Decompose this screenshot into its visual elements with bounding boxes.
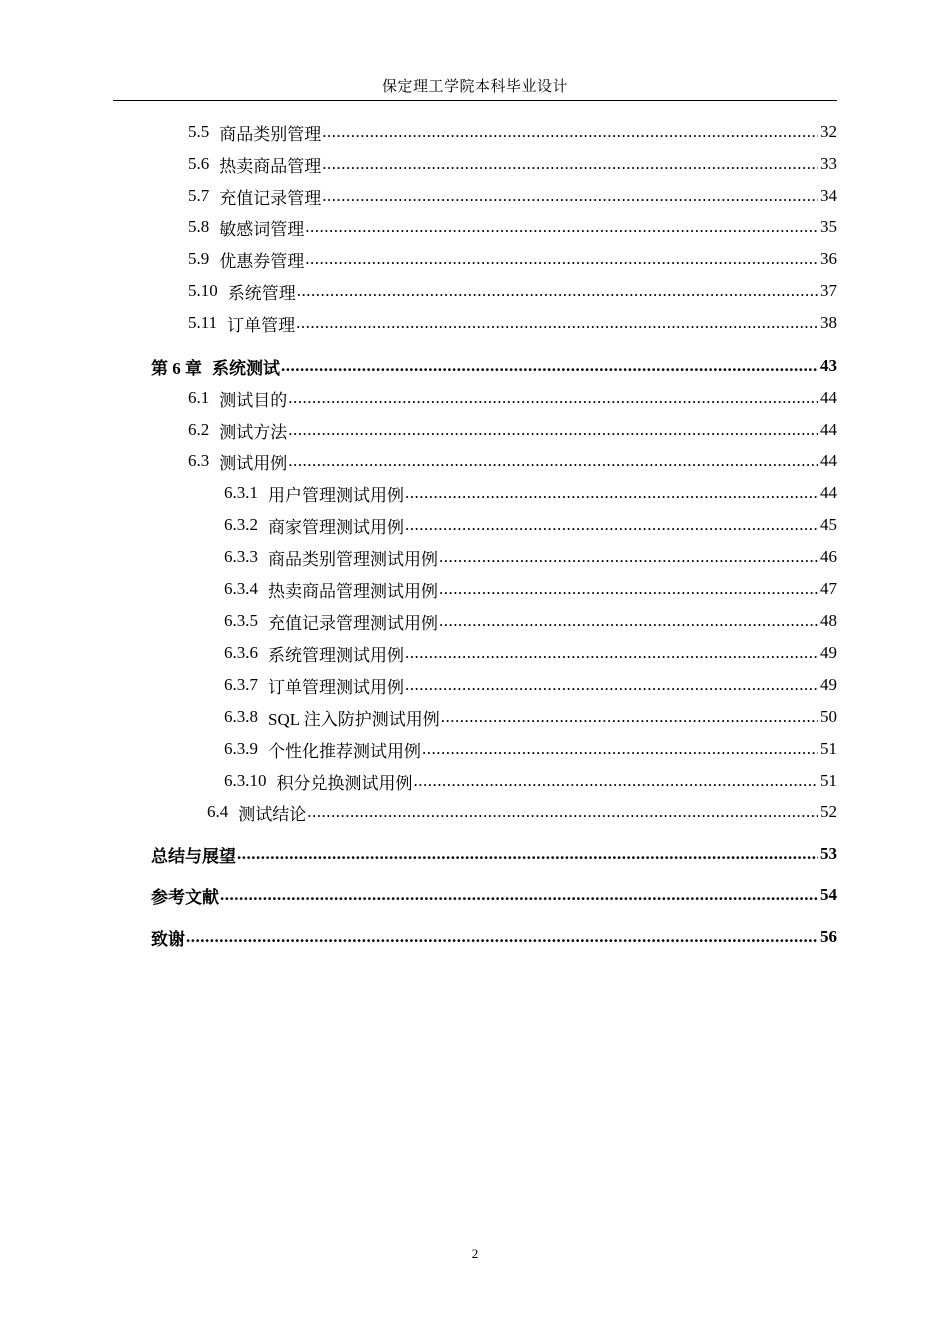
toc-entry-number: 6.3 [188, 451, 210, 470]
toc-entry-number: 6.3.8 [224, 707, 258, 726]
toc-entry-title: 系统管理 [227, 283, 296, 303]
toc-dot-leader [288, 451, 818, 471]
toc-entry-title: 测试目的 [219, 390, 288, 410]
toc-entry-page: 38 [820, 313, 837, 332]
toc-entry-page: 50 [820, 707, 837, 726]
toc-entry-page: 49 [820, 643, 837, 662]
toc-dot-leader [288, 420, 818, 440]
toc-entry-page: 49 [820, 675, 837, 694]
toc-dot-leader [322, 122, 818, 142]
toc-entry-page: 46 [820, 547, 837, 566]
toc-entry[interactable] [188, 414, 837, 446]
toc-entry-page: 34 [820, 186, 837, 205]
toc-entry-title: 参考文献 [151, 887, 219, 907]
toc-dot-leader [441, 707, 818, 727]
toc-entry-number: 5.8 [188, 217, 210, 236]
toc-entry-number: 6.3.10 [224, 771, 267, 790]
toc-dot-leader [296, 313, 818, 333]
toc-entry-page: 56 [820, 927, 837, 946]
toc-entry-page: 44 [820, 420, 837, 439]
toc-entry-title: 系统测试 [212, 358, 280, 378]
toc-dot-leader [237, 844, 818, 864]
toc-entry[interactable] [224, 541, 837, 573]
toc-entry-page: 44 [820, 483, 837, 502]
toc-entry-title: 测试结论 [238, 804, 307, 824]
toc-entry-page: 53 [820, 844, 837, 863]
toc-entry-number: 6.3.1 [224, 483, 258, 502]
toc-entry-page: 44 [820, 388, 837, 407]
toc-entry-title: SQL 注入防护测试用例 [268, 709, 440, 729]
toc-dot-leader [439, 547, 818, 567]
toc-entry[interactable] [188, 382, 837, 414]
toc-entry-page: 44 [820, 451, 837, 470]
toc-entry-number: 6.3.2 [224, 515, 258, 534]
page-number: 2 [471, 1246, 479, 1261]
toc-dot-leader [405, 515, 818, 535]
toc-entry-title: 充值记录管理测试用例 [268, 613, 438, 633]
toc-entry[interactable] [224, 477, 837, 509]
toc-entry-page: 45 [820, 515, 837, 534]
toc-entry-number: 第 6 章 [151, 358, 202, 378]
toc-entry-number: 6.3.4 [224, 579, 258, 598]
toc-dot-leader [439, 579, 818, 599]
toc-entry[interactable] [188, 180, 837, 212]
toc-dot-leader [186, 927, 818, 947]
toc-entry-page: 35 [820, 217, 837, 236]
toc-entry-title: 热卖商品管理测试用例 [268, 581, 438, 601]
toc-entry-number: 6.3.3 [224, 547, 258, 566]
toc-entry[interactable] [188, 243, 837, 275]
toc-entry[interactable] [188, 275, 837, 307]
toc-dot-leader [220, 885, 818, 905]
toc-entry-number: 5.5 [188, 122, 210, 141]
toc-entry-page: 47 [820, 579, 837, 598]
toc-entry[interactable] [188, 445, 837, 477]
toc-dot-leader [439, 611, 818, 631]
toc-entry-number: 5.9 [188, 249, 210, 268]
toc-entry-title: 订单管理 [227, 315, 296, 335]
toc-entry-title: 充值记录管理 [219, 188, 322, 208]
toc-entry-page: 36 [820, 249, 837, 268]
toc-entry[interactable] [207, 796, 837, 828]
toc-dot-leader [288, 388, 818, 408]
toc-entry-page: 32 [820, 122, 837, 141]
toc-dot-leader [405, 675, 818, 695]
toc-dot-leader [405, 483, 818, 503]
toc-dot-leader [422, 739, 818, 759]
toc-entry-number: 6.3.9 [224, 739, 258, 758]
toc-entry[interactable] [224, 509, 837, 541]
toc-entry[interactable] [188, 116, 837, 148]
toc-dot-leader [281, 356, 818, 376]
toc-entry-number: 5.6 [188, 154, 210, 173]
toc-entry[interactable] [188, 211, 837, 243]
toc-entry[interactable] [188, 307, 837, 339]
toc-entry[interactable] [224, 733, 837, 765]
toc-entry-page: 43 [820, 356, 837, 375]
toc-entry[interactable] [224, 573, 837, 605]
toc-entry-number: 6.3.6 [224, 643, 258, 662]
toc-entry[interactable] [188, 148, 837, 180]
toc-entry-title: 测试方法 [219, 422, 288, 442]
toc-entry[interactable] [151, 838, 837, 870]
toc-entry-title: 致谢 [151, 929, 185, 949]
toc-entry-number: 5.7 [188, 186, 210, 205]
toc-entry-title: 商品类别管理测试用例 [268, 549, 438, 569]
toc-dot-leader [305, 217, 818, 237]
toc-dot-leader [307, 802, 818, 822]
toc-dot-leader [297, 281, 818, 301]
toc-entry-number: 6.1 [188, 388, 210, 407]
toc-entry-title: 商品类别管理 [219, 124, 322, 144]
toc-entry-number: 6.3.5 [224, 611, 258, 630]
toc-entry[interactable] [151, 350, 837, 382]
toc-entry-page: 33 [820, 154, 837, 173]
toc-entry-title: 总结与展望 [151, 846, 236, 866]
toc-entry-number: 6.4 [207, 802, 229, 821]
toc-entry-title: 订单管理测试用例 [268, 677, 404, 697]
toc-entry[interactable] [224, 669, 837, 701]
toc-entry-title: 测试用例 [219, 453, 288, 473]
toc-dot-leader [322, 186, 818, 206]
toc-entry-page: 51 [820, 771, 837, 790]
header-divider [113, 100, 837, 101]
toc-entry-title: 商家管理测试用例 [268, 517, 404, 537]
toc-entry-number: 5.10 [188, 281, 218, 300]
toc-dot-leader [414, 771, 819, 791]
toc-entry-title: 用户管理测试用例 [268, 485, 404, 505]
toc-dot-leader [322, 154, 818, 174]
toc-entry-page: 37 [820, 281, 837, 300]
toc-entry-title: 优惠券管理 [219, 251, 305, 271]
toc-entry-page: 54 [820, 885, 837, 904]
toc-dot-leader [405, 643, 818, 663]
toc-entry-number: 6.3.7 [224, 675, 258, 694]
toc-entry[interactable] [224, 701, 837, 733]
toc-entry[interactable] [224, 765, 837, 797]
toc-entry-number: 6.2 [188, 420, 210, 439]
toc-entry-title: 个性化推荐测试用例 [268, 741, 421, 761]
running-header-title: 保定理工学院本科毕业设计 [381, 79, 568, 95]
toc-entry-page: 52 [820, 802, 837, 821]
toc-entry[interactable] [151, 921, 837, 953]
toc-entry[interactable] [151, 879, 837, 911]
toc-entry[interactable] [224, 637, 837, 669]
toc-entry-title: 敏感词管理 [219, 219, 305, 239]
toc-entry-title: 积分兑换测试用例 [276, 773, 413, 793]
toc-entry-title: 热卖商品管理 [219, 156, 322, 176]
toc-entry-page: 51 [820, 739, 837, 758]
toc-entry-page: 48 [820, 611, 837, 630]
toc-entry[interactable] [224, 605, 837, 637]
toc-entry-title: 系统管理测试用例 [268, 645, 404, 665]
toc-entry-number: 5.11 [188, 313, 218, 332]
toc-dot-leader [305, 249, 818, 269]
